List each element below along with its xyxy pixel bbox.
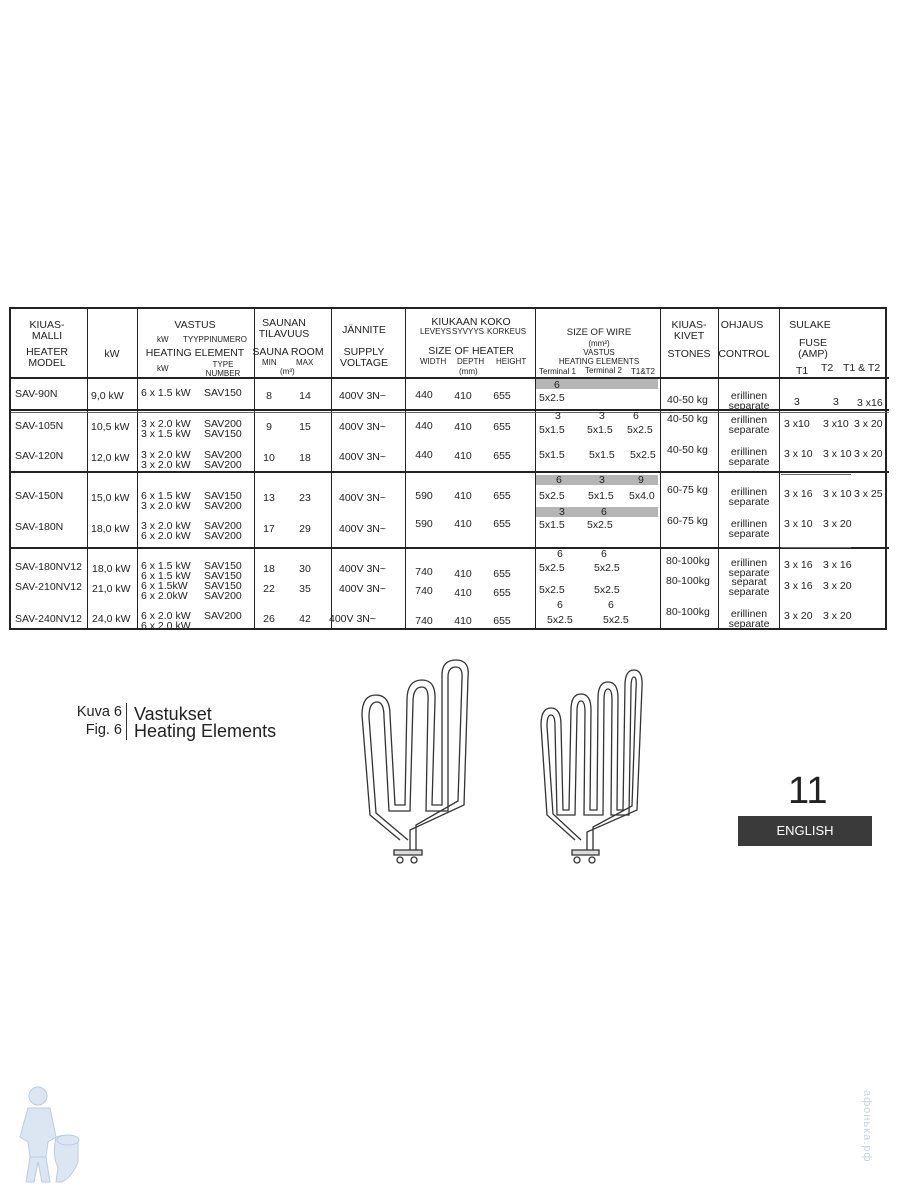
header-wire-he: HEATING ELEMENTS bbox=[558, 357, 640, 366]
fuse-t2-cell: 3 x 10 bbox=[823, 488, 852, 500]
height-cell: 655 bbox=[493, 450, 511, 462]
width-cell: 440 bbox=[415, 389, 433, 401]
width-cell: 590 bbox=[415, 490, 433, 502]
voltage-cell: 400V 3N~ bbox=[339, 563, 386, 575]
height-cell: 655 bbox=[493, 490, 511, 502]
group-divider bbox=[11, 547, 889, 549]
width-cell: 440 bbox=[415, 420, 433, 432]
element-kw-text: 6 x 2.0 kW bbox=[141, 620, 191, 632]
header-text: NUMBER bbox=[205, 369, 241, 378]
group-divider-thin bbox=[11, 412, 889, 413]
fuse-t1t2-cell: 3 x 25 bbox=[854, 488, 883, 500]
kw-cell: 12,0 kW bbox=[91, 452, 130, 464]
stones-cell: 60-75 kg bbox=[667, 515, 708, 527]
stones-cell: 40-50 kg bbox=[667, 394, 708, 406]
control-text: erillinen bbox=[730, 557, 768, 569]
header-model-en bbox=[26, 347, 68, 369]
header-he-kw: kW bbox=[157, 364, 169, 373]
element-kw-text: 3 x 2.0 kW bbox=[141, 459, 191, 471]
room-max-cell: 35 bbox=[299, 583, 311, 595]
width-cell: 740 bbox=[415, 566, 433, 578]
fuse-t2-cell: 3 x 20 bbox=[823, 518, 852, 530]
header-wire-vastus: VASTUS bbox=[583, 348, 615, 357]
header-text: VOLTAGE bbox=[339, 357, 389, 369]
wire-size-cell: 5x2.5 bbox=[547, 614, 573, 626]
room-min-cell: 18 bbox=[263, 563, 275, 575]
stones-cell: 80-100kg bbox=[666, 555, 710, 567]
element-type-cell bbox=[204, 491, 242, 511]
control-cell bbox=[729, 487, 770, 507]
control-cell bbox=[729, 447, 770, 467]
width-cell: 590 bbox=[415, 518, 433, 530]
fuse-t1t2-cell: 3 x16 bbox=[857, 397, 883, 409]
header-text: TILAVUUS bbox=[258, 328, 310, 340]
room-min-cell: 22 bbox=[263, 583, 275, 595]
room-min-cell: 26 bbox=[263, 613, 275, 625]
col-divider bbox=[660, 309, 661, 628]
header-max: MAX bbox=[296, 358, 314, 367]
control-text: separate bbox=[728, 424, 770, 436]
header-text: SUPPLY bbox=[343, 346, 385, 358]
wire-count-cell: 3 bbox=[599, 410, 605, 422]
element-kw-cell bbox=[141, 491, 191, 511]
header-ohjaus: OHJAUS bbox=[720, 319, 764, 331]
header-fuse-t1t2: T1 & T2 bbox=[843, 362, 881, 374]
element-kw-text: 6 x 1.5kW bbox=[141, 580, 188, 592]
header-text: MALLI bbox=[31, 330, 63, 342]
element-type-text: SAV200 bbox=[204, 500, 242, 512]
header-control: CONTROL bbox=[718, 348, 770, 360]
fuse-divider bbox=[781, 547, 851, 548]
header-divider bbox=[11, 377, 889, 379]
element-type-text: SAV200 bbox=[204, 418, 242, 430]
element-kw-text: 3 x 2.0 kW bbox=[141, 418, 191, 430]
header-terminal-2: Terminal 2 bbox=[585, 366, 622, 375]
header-text: TYPE bbox=[212, 360, 234, 369]
control-text: separat bbox=[731, 576, 767, 588]
element-kw-cell bbox=[141, 611, 191, 631]
depth-cell: 410 bbox=[454, 568, 472, 580]
element-kw-text: 6 x 1.5 kW bbox=[141, 560, 191, 572]
voltage-cell: 400V 3N~ bbox=[329, 613, 376, 625]
fuse-t1-cell: 3 x 16 bbox=[784, 488, 813, 500]
model-cell: SAV-240NV12 bbox=[15, 613, 82, 625]
header-mm: (mm) bbox=[459, 367, 478, 376]
header-size-of-heater: SIZE OF HEATER bbox=[428, 345, 514, 357]
element-kw-text: 6 x 1.5 kW bbox=[141, 570, 191, 582]
room-min-cell: 13 bbox=[263, 492, 275, 504]
kw-cell: 15,0 kW bbox=[91, 492, 130, 504]
element-type-text: SAV200 bbox=[204, 449, 242, 461]
model-cell: SAV-120N bbox=[15, 450, 64, 462]
figure-label-en: Fig. 6 bbox=[85, 722, 122, 738]
element-kw-text: 6 x 1.5 kW bbox=[141, 490, 191, 502]
header-text: SAUNAN bbox=[262, 317, 306, 329]
model-cell: SAV-105N bbox=[15, 420, 64, 432]
header-fuse-t2: T2 bbox=[821, 362, 834, 374]
room-max-cell: 30 bbox=[299, 563, 311, 575]
header-sulake: SULAKE bbox=[789, 319, 831, 331]
wire-count-cell: 6 bbox=[608, 599, 614, 611]
room-max-cell: 42 bbox=[299, 613, 311, 625]
control-cell bbox=[729, 609, 770, 629]
element-type-cell: SAV200 bbox=[204, 610, 242, 622]
element-kw-text: 6 x 2.0 kW bbox=[141, 610, 191, 622]
wire-size-cell: 5x4.0 bbox=[629, 490, 655, 502]
wire-count-cell: 6 bbox=[554, 379, 560, 391]
fuse-t2-cell: 3 x10 bbox=[823, 418, 849, 430]
wire-count-cell: 6 bbox=[557, 599, 563, 611]
wire-count-cell: 9 bbox=[638, 474, 644, 486]
element-kw-cell bbox=[141, 450, 191, 470]
wire-count-cell: 6 bbox=[557, 548, 563, 560]
heating-element-small-drawing bbox=[535, 660, 645, 870]
element-type-text: SAV150 bbox=[204, 580, 242, 592]
element-type-text: SAV200 bbox=[204, 530, 242, 542]
element-type-cell: SAV150 bbox=[204, 387, 242, 399]
control-text: erillinen bbox=[730, 518, 768, 530]
header-text: KIVET bbox=[673, 330, 705, 342]
element-kw-text: 3 x 1.5 kW bbox=[141, 428, 191, 440]
specification-table bbox=[9, 307, 887, 630]
element-type-text: SAV150 bbox=[204, 428, 242, 440]
control-text: erillinen bbox=[730, 608, 768, 620]
header-text: MODEL bbox=[28, 357, 66, 369]
heating-element-large-drawing bbox=[350, 655, 480, 870]
figure-title-en: Heating Elements bbox=[134, 721, 277, 741]
model-cell: SAV-150N bbox=[15, 490, 64, 502]
control-text: separate bbox=[728, 586, 770, 598]
fuse-t2-cell: 3 x 20 bbox=[823, 580, 852, 592]
element-type-cell bbox=[204, 581, 242, 601]
depth-cell: 410 bbox=[454, 587, 472, 599]
stones-cell: 80-100kg bbox=[666, 575, 710, 587]
fuse-t1-cell: 3 x 16 bbox=[784, 559, 813, 571]
room-max-cell: 23 bbox=[299, 492, 311, 504]
element-kw-text: 6 x 2.0 kW bbox=[141, 530, 191, 542]
col-divider bbox=[87, 309, 88, 628]
control-text: separate bbox=[728, 400, 770, 412]
header-width: WIDTH bbox=[420, 357, 447, 366]
room-min-cell: 9 bbox=[266, 421, 272, 433]
kw-cell: 18,0 kW bbox=[91, 523, 130, 535]
kw-cell: 24,0 kW bbox=[92, 613, 131, 625]
room-min-cell: 17 bbox=[263, 523, 275, 535]
header-t1t2: T1&T2 bbox=[631, 367, 656, 376]
depth-cell: 410 bbox=[454, 615, 472, 627]
site-watermark: афонька.рф bbox=[861, 1090, 873, 1163]
room-max-cell: 29 bbox=[299, 523, 311, 535]
element-kw-text: 3 x 2.0 kW bbox=[141, 520, 191, 532]
wire-size-cell: 5x1.5 bbox=[539, 424, 565, 436]
col-divider bbox=[405, 309, 406, 628]
wire-size-cell: 5x2.5 bbox=[539, 490, 565, 502]
voltage-cell: 400V 3N~ bbox=[339, 451, 386, 463]
header-syvyys: SYVYYS bbox=[452, 327, 485, 336]
fuse-t2-cell: 3 x 16 bbox=[823, 559, 852, 571]
control-cell bbox=[729, 391, 770, 411]
element-kw-text: 3 x 2.0 kW bbox=[141, 449, 191, 461]
depth-cell: 410 bbox=[454, 490, 472, 502]
wire-count-cell: 6 bbox=[601, 548, 607, 560]
wire-count-cell: 6 bbox=[556, 474, 562, 486]
header-vastus: VASTUS bbox=[174, 319, 216, 331]
header-text: KIUAS- bbox=[671, 319, 707, 331]
stones-cell: 80-100kg bbox=[666, 606, 710, 618]
wire-shade-bar bbox=[536, 507, 658, 517]
header-vastus-type: TYYPPINUMERO bbox=[183, 335, 248, 344]
fuse-t2-cell: 3 bbox=[833, 396, 839, 408]
wire-size-cell: 5x1.5 bbox=[587, 424, 613, 436]
height-cell: 655 bbox=[493, 421, 511, 433]
header-jannite: JÄNNITE bbox=[342, 324, 386, 336]
wire-size-cell: 5x2.5 bbox=[627, 424, 653, 436]
element-kw-text: 6 x 2.0kW bbox=[141, 590, 188, 602]
control-text: separate bbox=[728, 618, 770, 630]
stones-cell: 60-75 kg bbox=[667, 484, 708, 496]
header-terminal-1: Terminal 1 bbox=[539, 367, 576, 376]
width-cell: 740 bbox=[415, 585, 433, 597]
fuse-t1t2-cell: 3 x 20 bbox=[854, 448, 883, 460]
col-divider bbox=[331, 309, 332, 628]
room-max-cell: 14 bbox=[299, 390, 311, 402]
height-cell: 655 bbox=[493, 390, 511, 402]
header-fuse bbox=[798, 338, 828, 360]
wire-size-cell: 5x2.5 bbox=[594, 562, 620, 574]
model-cell: SAV-180N bbox=[15, 521, 64, 533]
control-text: erillinen bbox=[730, 446, 768, 458]
wire-size-cell: 5x2.5 bbox=[539, 584, 565, 596]
height-cell: 655 bbox=[493, 587, 511, 599]
caption-separator bbox=[126, 703, 127, 740]
element-kw-cell bbox=[141, 581, 188, 601]
header-mm2: (mm²) bbox=[588, 339, 610, 348]
kw-cell: 18,0 kW bbox=[92, 563, 131, 575]
element-kw-cell bbox=[141, 521, 191, 541]
model-cell: SAV-180NV12 bbox=[15, 561, 82, 573]
wire-size-cell: 5x2.5 bbox=[594, 584, 620, 596]
control-text: separate bbox=[728, 496, 770, 508]
wire-size-cell: 5x1.5 bbox=[589, 449, 615, 461]
header-m3: (m³) bbox=[280, 367, 295, 376]
control-cell bbox=[729, 558, 770, 578]
header-fuse-t1: T1 bbox=[796, 365, 809, 377]
model-cell: SAV-210NV12 bbox=[15, 581, 82, 593]
header-heating-element: HEATING ELEMENT bbox=[145, 347, 245, 359]
voltage-cell: 400V 3N~ bbox=[339, 523, 386, 535]
element-type-text: SAV200 bbox=[204, 590, 242, 602]
control-text: erillinen bbox=[730, 414, 768, 426]
fuse-t1-cell: 3 x 10 bbox=[784, 448, 813, 460]
depth-cell: 410 bbox=[454, 390, 472, 402]
header-korkeus: KORKEUS bbox=[487, 327, 527, 336]
element-type-cell bbox=[204, 450, 242, 470]
depth-cell: 410 bbox=[454, 518, 472, 530]
element-type-text: SAV200 bbox=[204, 459, 242, 471]
voltage-cell: 400V 3N~ bbox=[339, 492, 386, 504]
height-cell: 655 bbox=[493, 518, 511, 530]
wire-count-cell: 3 bbox=[559, 506, 565, 518]
header-size-of-wire: SIZE OF WIRE bbox=[566, 327, 632, 338]
header-text: HEATER bbox=[26, 346, 68, 358]
element-kw-text: 3 x 2.0 kW bbox=[141, 500, 191, 512]
header-text: (AMP) bbox=[798, 348, 828, 360]
kw-cell: 9,0 kW bbox=[91, 390, 124, 402]
element-kw-cell: 6 x 1.5 kW bbox=[141, 387, 191, 399]
header-kiuaskivet bbox=[671, 320, 706, 342]
header-depth: DEPTH bbox=[457, 357, 485, 366]
depth-cell: 410 bbox=[454, 450, 472, 462]
header-kw: kW bbox=[104, 348, 120, 360]
control-cell bbox=[729, 415, 770, 435]
wire-count-cell: 6 bbox=[633, 410, 639, 422]
element-type-cell bbox=[204, 521, 242, 541]
wire-size-cell: 5x1.5 bbox=[539, 519, 565, 531]
header-saunan-tilavuus bbox=[259, 318, 310, 340]
fuse-t1-cell: 3 x 10 bbox=[784, 518, 813, 530]
control-text: erillinen bbox=[730, 486, 768, 498]
header-stones: STONES bbox=[667, 348, 711, 360]
wire-size-cell: 5x2.5 bbox=[539, 562, 565, 574]
header-min: MIN bbox=[262, 358, 277, 367]
control-text: separate bbox=[728, 456, 770, 468]
language-badge: ENGLISH bbox=[738, 816, 872, 846]
header-vastus-kw: kW bbox=[157, 335, 169, 344]
stones-cell: 40-50 kg bbox=[667, 413, 708, 425]
figure-title-fi: Vastukset bbox=[134, 704, 212, 724]
height-cell: 655 bbox=[493, 568, 511, 580]
wire-size-cell: 5x2.5 bbox=[539, 392, 565, 404]
header-leveys: LEVEYS bbox=[420, 327, 452, 336]
control-cell bbox=[729, 519, 770, 539]
fuse-t1-cell: 3 x 20 bbox=[784, 610, 813, 622]
room-min-cell: 8 bbox=[266, 390, 272, 402]
fuse-t1t2-cell: 3 x 20 bbox=[854, 418, 883, 430]
element-kw-cell bbox=[141, 419, 191, 439]
control-text: separate bbox=[728, 567, 770, 579]
element-kw-cell bbox=[141, 561, 191, 581]
wire-size-cell: 5x1.5 bbox=[539, 449, 565, 461]
col-divider bbox=[535, 309, 536, 628]
header-height: HEIGHT bbox=[496, 357, 527, 366]
wire-size-cell: 5x2.5 bbox=[603, 614, 629, 626]
page-number: 11 bbox=[788, 770, 828, 812]
kw-cell: 21,0 kW bbox=[92, 583, 131, 595]
height-cell: 655 bbox=[493, 615, 511, 627]
header-model-fi bbox=[29, 320, 64, 342]
header-kiukaan-koko: KIUKAAN KOKO bbox=[431, 316, 511, 328]
header-sauna-room: SAUNA ROOM bbox=[252, 346, 324, 358]
fuse-divider bbox=[781, 474, 851, 475]
wire-count-cell: 3 bbox=[555, 410, 561, 422]
voltage-cell: 400V 3N~ bbox=[339, 583, 386, 595]
plumber-mascot-logo bbox=[8, 1082, 88, 1190]
element-type-text: SAV150 bbox=[204, 570, 242, 582]
control-text: separate bbox=[728, 528, 770, 540]
wire-count-cell: 3 bbox=[599, 474, 605, 486]
model-cell: SAV-90N bbox=[15, 388, 58, 400]
element-type-cell bbox=[204, 419, 242, 439]
control-cell bbox=[729, 577, 770, 597]
header-supply-voltage bbox=[340, 347, 388, 369]
header-text: KIUAS- bbox=[29, 319, 65, 331]
fuse-t2-cell: 3 x 20 bbox=[823, 610, 852, 622]
depth-cell: 410 bbox=[454, 421, 472, 433]
fuse-t1-cell: 3 bbox=[794, 396, 800, 408]
room-max-cell: 15 bbox=[299, 421, 311, 433]
col-divider bbox=[779, 309, 780, 628]
room-min-cell: 10 bbox=[263, 452, 275, 464]
wire-size-cell: 5x2.5 bbox=[630, 449, 656, 461]
col-divider bbox=[137, 309, 138, 628]
kw-cell: 10,5 kW bbox=[91, 421, 130, 433]
element-type-cell bbox=[204, 561, 242, 581]
group-divider bbox=[11, 471, 889, 473]
wire-count-cell: 6 bbox=[601, 506, 607, 518]
element-type-text: SAV150 bbox=[204, 560, 242, 572]
header-text: FUSE bbox=[798, 337, 827, 349]
width-cell: 440 bbox=[415, 449, 433, 461]
element-type-text: SAV150 bbox=[204, 490, 242, 502]
fuse-t1-cell: 3 x10 bbox=[784, 418, 810, 430]
fuse-t2-cell: 3 x 10 bbox=[823, 448, 852, 460]
figure-label-fi: Kuva 6 bbox=[76, 704, 122, 720]
stones-cell: 40-50 kg bbox=[667, 444, 708, 456]
width-cell: 740 bbox=[415, 615, 433, 627]
element-type-text: SAV200 bbox=[204, 520, 242, 532]
voltage-cell: 400V 3N~ bbox=[339, 421, 386, 433]
wire-size-cell: 5x1.5 bbox=[588, 490, 614, 502]
voltage-cell: 400V 3N~ bbox=[339, 390, 386, 402]
wire-size-cell: 5x2.5 bbox=[587, 519, 613, 531]
fuse-t1-cell: 3 x 16 bbox=[784, 580, 813, 592]
room-max-cell: 18 bbox=[299, 452, 311, 464]
header-he-type bbox=[206, 360, 241, 378]
control-text: erillinen bbox=[730, 390, 768, 402]
